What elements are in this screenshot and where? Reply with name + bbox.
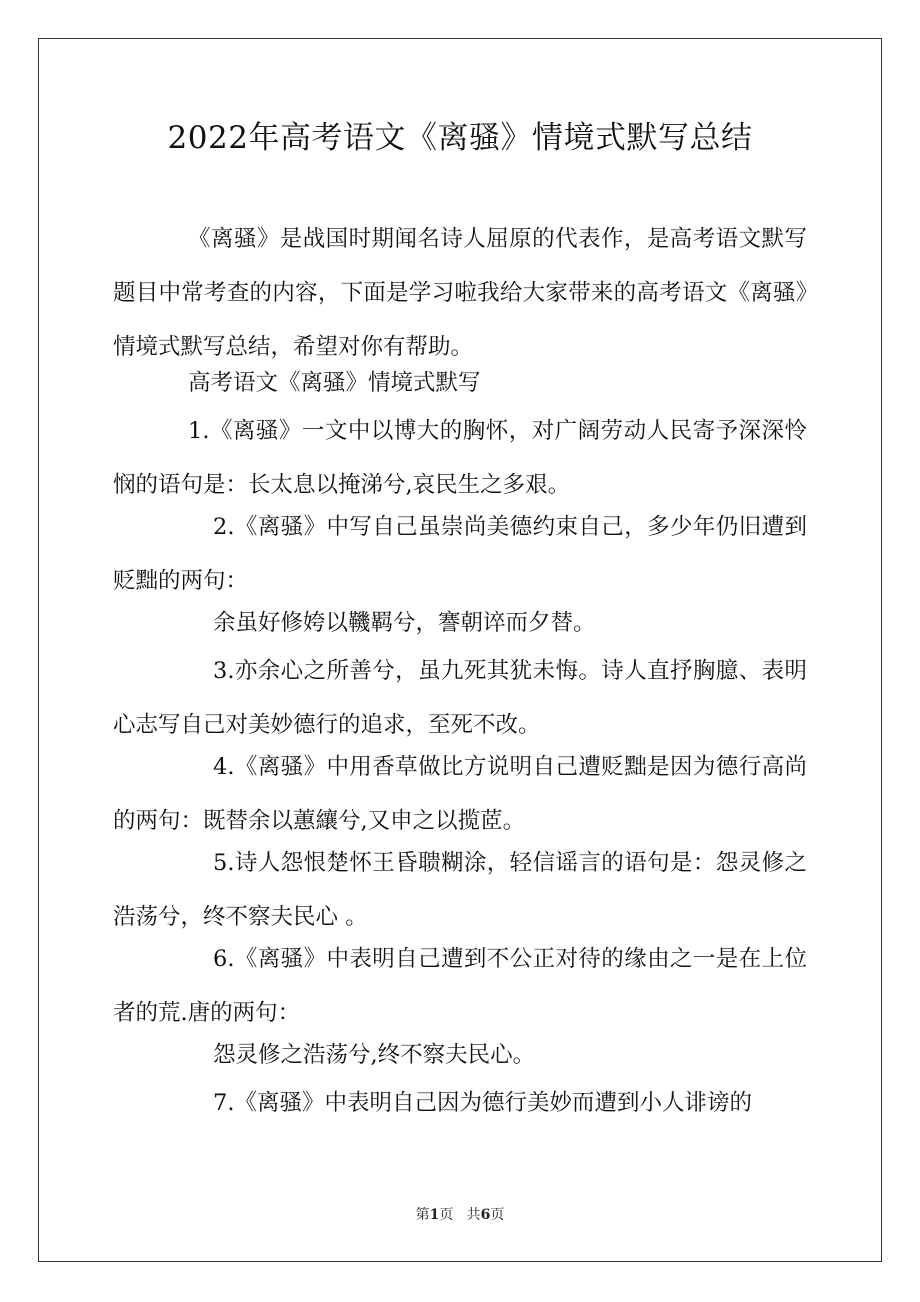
page-unit: 页: [439, 1207, 454, 1223]
document-title: 2022年高考语文《离骚》情境式默写总结: [167, 120, 753, 156]
total-prefix: 共: [466, 1207, 481, 1223]
total-unit: 页: [490, 1207, 505, 1223]
item-6-answer: 怨灵修之浩荡兮,终不察夫民心。: [213, 1042, 536, 1068]
page-total: 6: [480, 1207, 491, 1223]
item-7-paragraph: 7.《离骚》中表明自己因为德行美妙而遭到小人诽谤的: [213, 1090, 752, 1116]
item-2-answer: 余虽好修姱以鞿羁兮，謇朝谇而夕替。: [213, 610, 596, 636]
intro-paragraph: 《离骚》是战国时期闻名诗人屈原的代表作，是高考语文默写题目中常考查的内容，下面是学习啦我给大家带来的高考语文《离骚》情境式默写总结，希望对你有帮助。: [113, 226, 807, 360]
page-current: 1: [429, 1207, 440, 1223]
item-4-paragraph: 4.《离骚》中用香草做比方说明自己遭贬黜是因为德行高尚的两句：既替余以蕙纕兮,又申之以揽茝。: [113, 754, 807, 834]
section-heading: 高考语文《离骚》情境式默写: [188, 370, 481, 396]
page-footer: [0, 1205, 920, 1225]
item-6-paragraph: 6.《离骚》中表明自己遭到不公正对待的缘由之一是在上位者的荒.唐的两句：: [113, 946, 807, 1026]
page-prefix: 第: [415, 1207, 430, 1223]
item-1-paragraph: 1.《离骚》一文中以博大的胸怀，对广阔劳动人民寄予深深怜悯的语句是：长太息以掩涕兮,哀民生之多艰。: [113, 418, 807, 498]
item-3-paragraph: 3.亦余心之所善兮，虽九死其犹未悔。诗人直抒胸臆、表明心志写自己对美妙德行的追求，至死不改。: [113, 658, 807, 738]
item-2-paragraph: 2.《离骚》中写自己虽崇尚美德约束自己，多少年仍旧遭到贬黜的两句：: [113, 514, 807, 594]
item-5-paragraph: 5.诗人怨恨楚怀王昏聩糊涂，轻信谣言的语句是：怨灵修之浩荡兮，终不察夫民心 。: [113, 850, 807, 930]
